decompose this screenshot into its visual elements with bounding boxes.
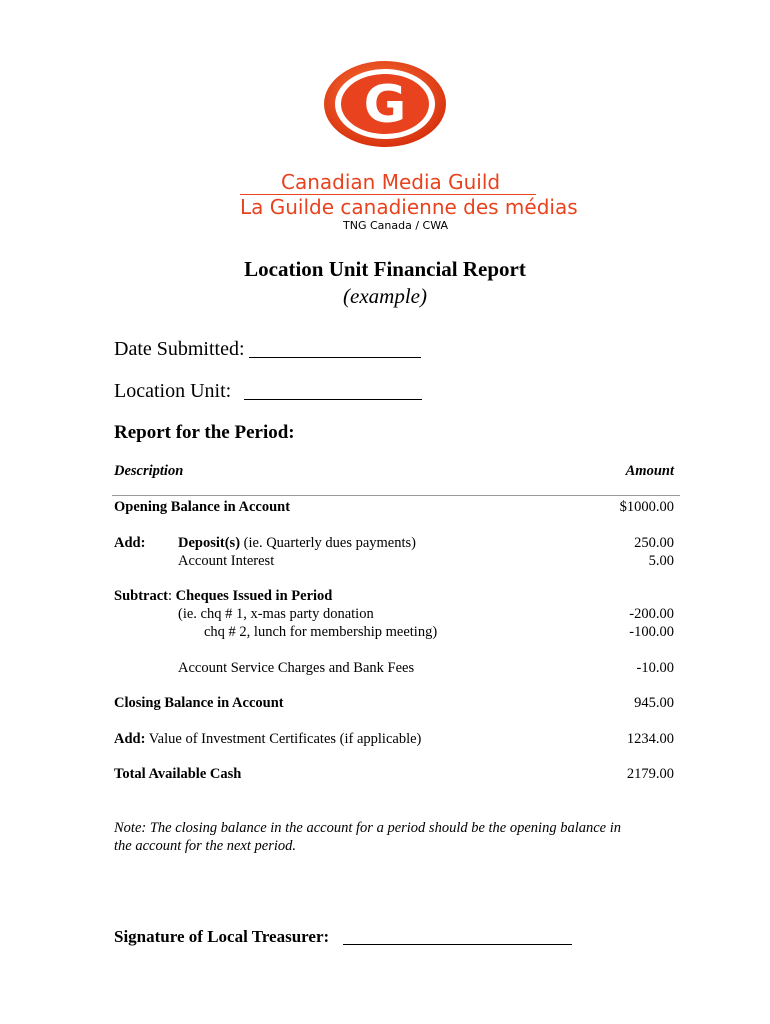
interest-amount: 5.00 <box>648 553 674 569</box>
add2-label: Add: <box>114 731 146 747</box>
note-line-2: the account for the next period. <box>114 838 297 854</box>
chq1-amount: -200.00 <box>629 606 674 622</box>
org-name-en: Canadian Media Guild <box>281 170 501 194</box>
col-amount: Amount <box>625 463 674 479</box>
header-divider <box>112 495 680 496</box>
opening-balance-label: Opening Balance in Account <box>114 499 291 515</box>
guild-logo-icon <box>320 58 450 150</box>
page-title: Location Unit Financial Report <box>244 257 526 281</box>
total-cash-amount: 2179.00 <box>626 766 674 782</box>
affiliation: TNG Canada / CWA <box>343 219 449 232</box>
fees-label: Account Service Charges and Bank Fees <box>178 660 415 676</box>
investment-amount: 1234.00 <box>626 731 674 747</box>
chq2-label: chq # 2, lunch for membership meeting) <box>204 624 438 640</box>
subtract-row: Subtract: Cheques Issued in Period <box>114 588 333 604</box>
deposits-label: Deposit(s) <box>178 535 241 551</box>
date-submitted-label: Date Submitted: <box>114 338 245 360</box>
investment-row <box>114 731 421 748</box>
chq1-label: (ie. chq # 1, x-mas party donation <box>178 606 374 622</box>
page-subtitle: (example) <box>343 284 427 308</box>
closing-balance-label: Closing Balance in Account <box>114 695 284 711</box>
report-period-label: Report for the Period: <box>114 422 295 443</box>
total-cash-label: Total Available Cash <box>114 766 242 782</box>
deposits-desc: (ie. Quarterly dues payments) <box>240 535 416 551</box>
chq2-amount: -100.00 <box>629 624 674 640</box>
location-unit-line[interactable] <box>244 399 422 400</box>
org-name-fr: La Guilde canadienne des médias <box>240 195 578 219</box>
cheques-label: Cheques Issued in Period <box>175 588 333 604</box>
deposits-row <box>178 535 416 552</box>
opening-balance-amount: $1000.00 <box>619 499 674 515</box>
deposits-amount: 250.00 <box>634 535 674 551</box>
col-description: Description <box>114 463 184 479</box>
location-unit-label: Location Unit: <box>114 380 232 402</box>
signature-label: Signature of Local Treasurer: <box>114 927 330 946</box>
note-line-1: Note: The closing balance in the account for a period should be the opening balance in <box>114 820 622 836</box>
add-label: Add: <box>114 535 146 551</box>
fees-amount: -10.00 <box>636 660 674 676</box>
signature-line[interactable] <box>343 944 572 945</box>
closing-balance-amount: 945.00 <box>634 695 674 711</box>
date-submitted-line[interactable] <box>249 357 421 358</box>
svg-text:G: G <box>363 75 407 135</box>
subtract-label: Subtract <box>114 588 168 604</box>
interest-label: Account Interest <box>178 553 275 569</box>
investment-label: Value of Investment Certificates (if applicable) <box>145 731 422 747</box>
